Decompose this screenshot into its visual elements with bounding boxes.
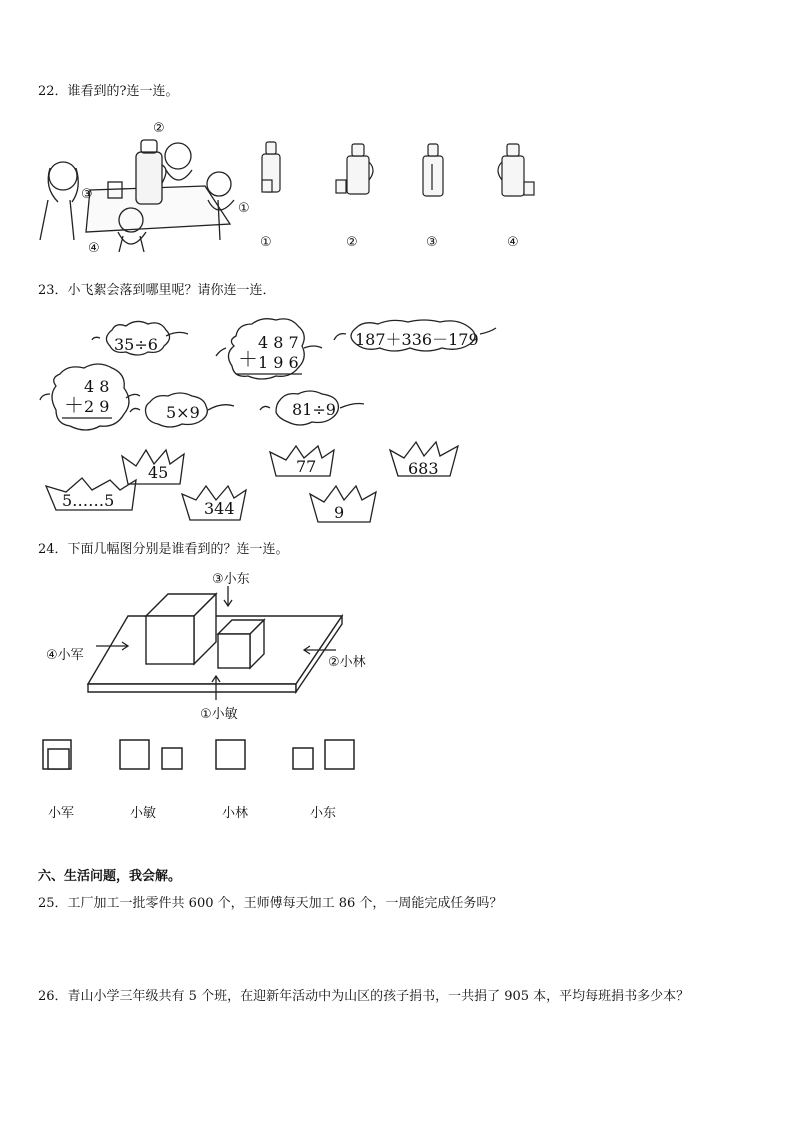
- cloud-35div6: 35÷6: [114, 335, 158, 354]
- dir-top: ③小东: [212, 572, 250, 587]
- name-xiaomin: 小敏: [130, 806, 157, 821]
- big-cube-front: [146, 616, 194, 664]
- view-mark-3: ③: [426, 235, 438, 250]
- vert-b-op: ＋: [64, 393, 84, 417]
- scene-mark-2: ②: [153, 121, 165, 136]
- name-xiaodong: 小东: [310, 806, 337, 821]
- scene-mark-3: ③: [81, 187, 93, 202]
- grass-9: 9: [334, 503, 345, 522]
- scene-mark-1: ①: [238, 201, 250, 216]
- grass-344: 344: [204, 499, 235, 518]
- view-d: [293, 748, 313, 769]
- view-mark-2: ②: [346, 235, 358, 250]
- small-cube-front: [218, 634, 250, 668]
- scene-mark-4: ④: [88, 241, 100, 256]
- view-mark-4: ④: [507, 235, 519, 250]
- dir-bottom: ①小敏: [200, 707, 238, 722]
- view-mark-1: ①: [260, 235, 272, 250]
- q26-text: 26．青山小学三年级共有 5 个班，在迎新年活动中为山区的孩子捐书，一共捐了 905 本，平均每班捐书多少本？: [38, 989, 690, 1004]
- grass-77: 77: [296, 457, 317, 476]
- vert-b-bottom: 2 9: [84, 397, 110, 416]
- cloud-chain: 187＋336－179: [355, 330, 479, 349]
- grass-45: 45: [148, 463, 169, 482]
- dir-right: ②小林: [328, 655, 366, 670]
- grass-5r5: 5……5: [62, 491, 115, 510]
- q25-text: 25．工厂加工一批零件共 600 个，王师傅每天加工 86 个，一周能完成任务吗？: [38, 896, 503, 911]
- grass-683: 683: [408, 459, 439, 478]
- view-c: [216, 740, 245, 769]
- view-b: [120, 740, 149, 769]
- cloud-5x9: 5×9: [166, 403, 200, 422]
- vert-a-op: ＋: [238, 347, 258, 371]
- name-xiaojun: 小军: [48, 806, 75, 821]
- cloud-81div9: 81÷9: [292, 400, 336, 419]
- name-xiaolin: 小林: [222, 806, 249, 821]
- q22-text: 22．谁看到的?连一连。: [38, 84, 179, 99]
- q23-text: 23．小飞絮会落到哪里呢？请你连一连．: [38, 283, 276, 298]
- dir-left: ④小军: [46, 648, 84, 663]
- vert-a-bottom: 1 9 6: [258, 353, 299, 372]
- section-6-title: 六、生活问题，我会解。: [38, 869, 182, 884]
- board-front: [88, 684, 296, 692]
- view-options: [43, 740, 354, 769]
- vert-a-top: 4 8 7: [258, 333, 299, 352]
- q24-text: 24．下面几幅图分别是谁看到的？连一连。: [38, 542, 289, 557]
- vert-b-top: 4 8: [84, 377, 110, 396]
